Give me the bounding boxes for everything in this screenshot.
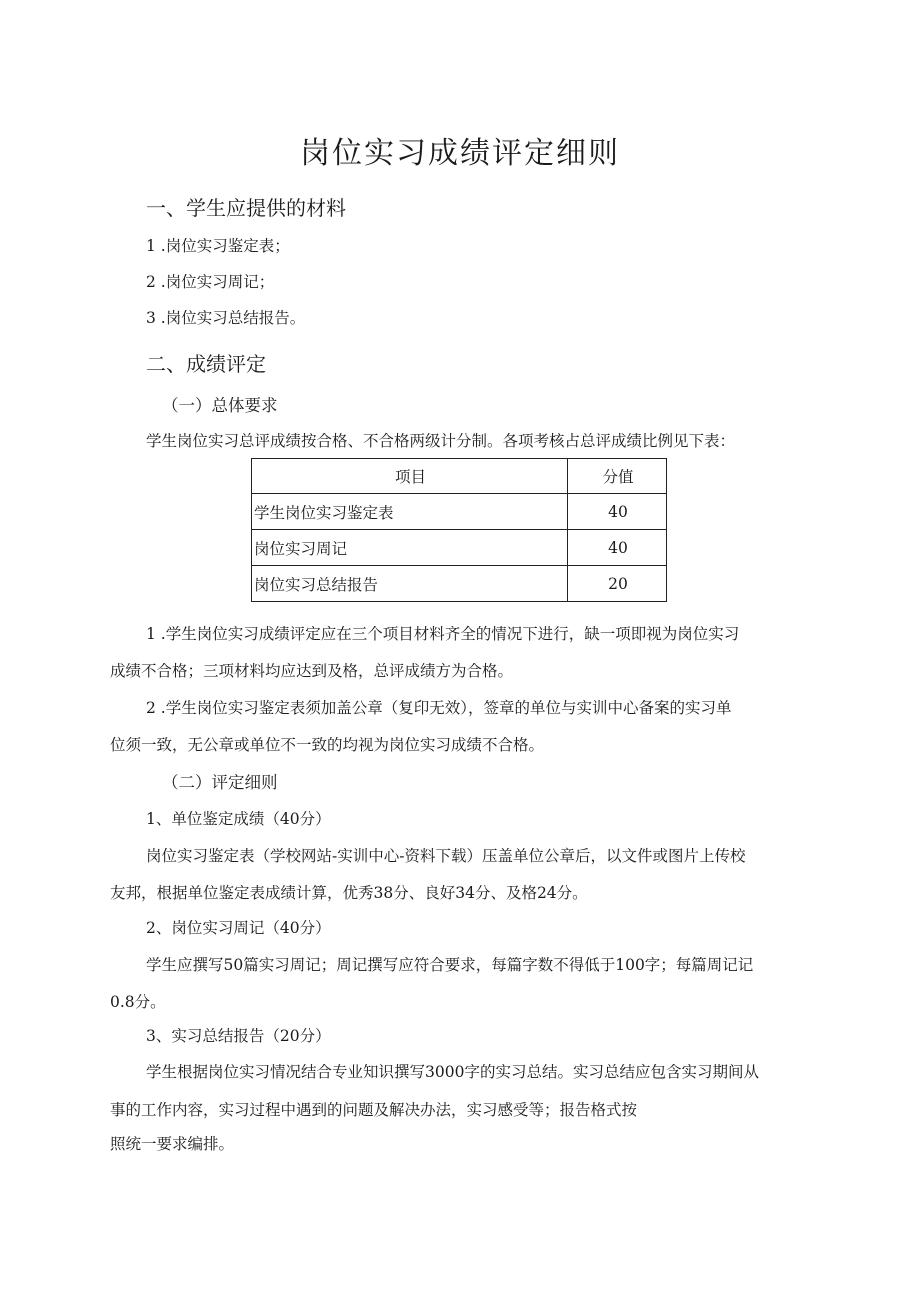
table-cell-score: 20 — [568, 566, 667, 602]
detail-text-journal: 学生应撰写50篇实习周记；周记撰写应符合要求，每篇字数不得低于100字；每篇周记记 — [146, 956, 754, 974]
detail-heading-unit: 1、单位鉴定成绩（40分） — [146, 810, 331, 828]
section-heading-grading: 二、成绩评定 — [146, 352, 266, 376]
detail-text-journal-cont: 0.8分。 — [110, 993, 166, 1011]
detail-text-report-cont: 事的工作内容，实习过程中遇到的问题及解决办法，实习感受等；报告格式按 — [110, 1101, 638, 1119]
table-cell-item: 岗位实习总结报告 — [252, 566, 568, 602]
requirement-paragraph-2: 2 .学生岗位实习鉴定表须加盖公章（复印无效），签章的单位与实训中心备案的实习单 — [146, 699, 732, 717]
detail-text-unit-cont: 友邦，根据单位鉴定表成绩计算，优秀38分、良好34分、及格24分。 — [110, 884, 588, 902]
requirement-paragraph-1: 1 .学生岗位实习成绩评定应在三个项目材料齐全的情况下进行，缺一项即视为岗位实习 — [146, 625, 740, 643]
table-row — [252, 566, 667, 602]
table-row — [252, 494, 667, 530]
detail-heading-journal: 2、岗位实习周记（40分） — [146, 919, 331, 937]
table-cell-score: 40 — [568, 530, 667, 566]
detail-text-report: 学生根据岗位实习情况结合专业知识撰写3000字的实习总结。实习总结应包含实习期间从 — [146, 1063, 759, 1081]
score-table — [251, 458, 667, 602]
subsection-heading-general: （一）总体要求 — [162, 396, 278, 415]
material-item: 3 .岗位实习总结报告。 — [146, 309, 306, 327]
subsection-heading-details: （二）评定细则 — [162, 773, 278, 792]
material-item: 1 .岗位实习鉴定表； — [146, 237, 290, 255]
material-item: 2 .岗位实习周记； — [146, 273, 275, 291]
table-header-item: 项目 — [252, 459, 568, 494]
detail-heading-report: 3、实习总结报告（20分） — [146, 1027, 331, 1045]
requirement-paragraph-1-cont: 成绩不合格；三项材料均应达到及格，总评成绩方为合格。 — [110, 662, 514, 680]
detail-text-report-cont: 照统一要求编排。 — [110, 1135, 235, 1153]
table-cell-item: 学生岗位实习鉴定表 — [252, 494, 568, 530]
detail-text-unit: 岗位实习鉴定表（学校网站-实训中心-资料下载）压盖单位公章后，以文件或图片上传校 — [146, 847, 746, 865]
table-row — [252, 530, 667, 566]
table-header-row — [252, 459, 667, 494]
table-cell-score: 40 — [568, 494, 667, 530]
general-intro: 学生岗位实习总评成绩按合格、不合格两级计分制。各项考核占总评成绩比例见下表： — [146, 432, 736, 450]
table-header-score: 分值 — [568, 459, 667, 494]
document-title: 岗位实习成绩评定细则 — [300, 136, 620, 171]
table-cell-item: 岗位实习周记 — [252, 530, 568, 566]
requirement-paragraph-2-cont: 位须一致，无公章或单位不一致的均视为岗位实习成绩不合格。 — [110, 736, 545, 754]
section-heading-materials: 一、学生应提供的材料 — [146, 196, 346, 220]
